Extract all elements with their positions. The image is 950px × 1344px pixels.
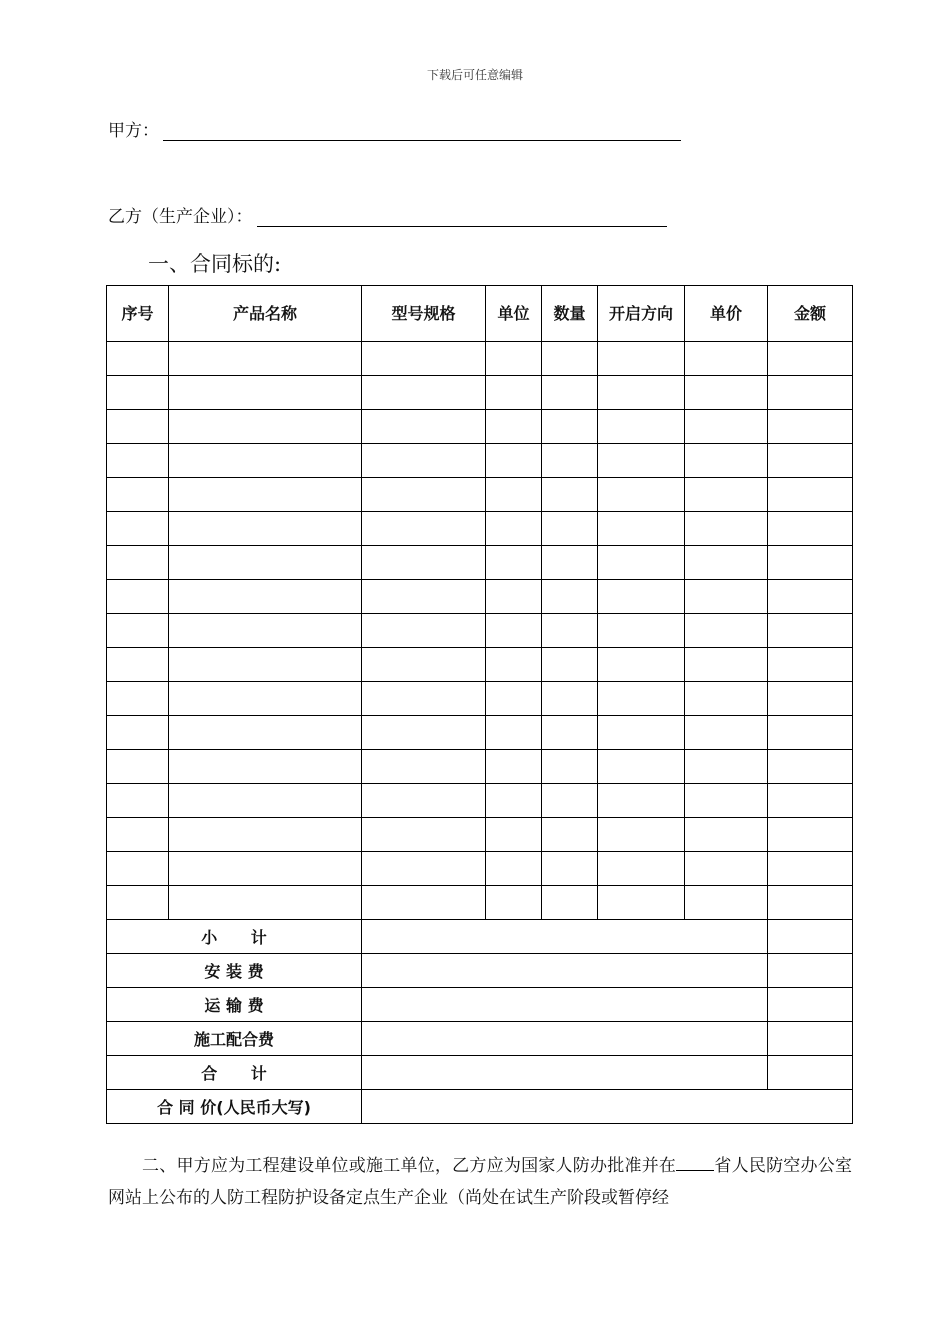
table-cell[interactable] [768, 750, 853, 784]
table-cell[interactable] [768, 682, 853, 716]
table-cell[interactable] [542, 410, 598, 444]
table-cell[interactable] [362, 648, 486, 682]
clause-two-text-start: 二、甲方应为工程建设单位或施工单位，乙方应为国家人防办批准并在 [142, 1156, 677, 1176]
table-cell[interactable] [169, 614, 362, 648]
summary-amount-cell[interactable] [768, 988, 853, 1022]
table-cell[interactable] [362, 512, 486, 546]
summary-row [107, 920, 853, 954]
table-cell[interactable] [542, 342, 598, 376]
col-header-opening-direction: 开启方向 [598, 286, 685, 342]
summary-label: 施工配合费 [107, 1022, 362, 1056]
table-cell[interactable] [768, 580, 853, 614]
table-cell[interactable] [169, 716, 362, 750]
table-cell[interactable] [107, 478, 169, 512]
table-cell[interactable] [107, 376, 169, 410]
table-cell[interactable] [542, 852, 598, 886]
table-cell[interactable] [768, 546, 853, 580]
summary-amount-cell[interactable] [768, 954, 853, 988]
table-cell[interactable] [768, 410, 853, 444]
table-cell[interactable] [107, 342, 169, 376]
summary-value-cell[interactable] [362, 920, 768, 954]
table-cell[interactable] [598, 852, 685, 886]
table-cell[interactable] [598, 614, 685, 648]
table-cell[interactable] [169, 852, 362, 886]
table-cell[interactable] [486, 546, 542, 580]
table-cell[interactable] [486, 716, 542, 750]
table-cell[interactable] [169, 886, 362, 920]
summary-label: 运 输 费 [107, 988, 362, 1022]
table-cell[interactable] [169, 444, 362, 478]
table-cell[interactable] [362, 410, 486, 444]
table-cell[interactable] [362, 546, 486, 580]
clause-two-paragraph [108, 1150, 852, 1214]
table-cell[interactable] [362, 682, 486, 716]
table-cell[interactable] [362, 886, 486, 920]
table-cell[interactable] [169, 682, 362, 716]
table-cell[interactable] [685, 886, 768, 920]
summary-value-cell[interactable] [362, 954, 768, 988]
table-cell[interactable] [169, 342, 362, 376]
table-cell[interactable] [169, 376, 362, 410]
table-cell[interactable] [169, 512, 362, 546]
table-cell[interactable] [685, 410, 768, 444]
table-cell[interactable] [685, 444, 768, 478]
table-cell[interactable] [598, 886, 685, 920]
header-note: 下载后可任意编辑 [426, 68, 523, 82]
table-cell[interactable] [768, 852, 853, 886]
table-cell[interactable] [598, 342, 685, 376]
table-cell[interactable] [542, 648, 598, 682]
table-row [107, 852, 853, 886]
table-cell[interactable] [362, 580, 486, 614]
summary-label: 小 计 [107, 920, 362, 954]
table-cell[interactable] [542, 512, 598, 546]
summary-row [107, 988, 853, 1022]
table-row [107, 648, 853, 682]
table-cell[interactable] [598, 478, 685, 512]
table-cell[interactable] [542, 478, 598, 512]
table-cell[interactable] [768, 376, 853, 410]
table-cell[interactable] [598, 546, 685, 580]
section-title: 一、合同标的: [148, 252, 282, 276]
table-cell[interactable] [486, 784, 542, 818]
col-header-amount: 金额 [768, 286, 853, 342]
table-cell[interactable] [768, 784, 853, 818]
table-cell[interactable] [107, 546, 169, 580]
table-cell[interactable] [107, 716, 169, 750]
table-cell[interactable] [486, 886, 542, 920]
table-cell[interactable] [169, 410, 362, 444]
table-cell[interactable] [768, 648, 853, 682]
clause-two-text-end: 省人民防空办公室网站上公布的人防工程防护设备定点生产企业（尚处在试生产阶段或暂停经 [108, 1156, 853, 1208]
col-header-unit: 单位 [486, 286, 542, 342]
table-cell[interactable] [685, 546, 768, 580]
table-cell[interactable] [486, 444, 542, 478]
summary-value-cell[interactable] [362, 1090, 853, 1124]
party-b-label: 乙方（生产企业）： [108, 207, 253, 227]
table-cell[interactable] [768, 512, 853, 546]
table-cell[interactable] [542, 716, 598, 750]
contract-table [106, 285, 853, 1124]
table-cell[interactable] [107, 750, 169, 784]
table-cell[interactable] [107, 614, 169, 648]
table-cell[interactable] [362, 818, 486, 852]
table-cell[interactable] [107, 682, 169, 716]
summary-row [107, 1022, 853, 1056]
table-cell[interactable] [685, 818, 768, 852]
summary-row [107, 954, 853, 988]
table-cell[interactable] [486, 376, 542, 410]
table-cell[interactable] [685, 716, 768, 750]
summary-amount-cell[interactable] [768, 1022, 853, 1056]
table-row [107, 512, 853, 546]
table-row [107, 342, 853, 376]
summary-value-cell[interactable] [362, 1022, 768, 1056]
table-row [107, 478, 853, 512]
table-row [107, 410, 853, 444]
table-cell[interactable] [685, 478, 768, 512]
table-cell[interactable] [486, 478, 542, 512]
table-cell[interactable] [362, 342, 486, 376]
table-cell[interactable] [598, 410, 685, 444]
table-cell[interactable] [169, 478, 362, 512]
table-cell[interactable] [542, 682, 598, 716]
table-cell[interactable] [768, 614, 853, 648]
table-cell[interactable] [107, 784, 169, 818]
table-cell[interactable] [685, 852, 768, 886]
table-cell[interactable] [486, 614, 542, 648]
summary-amount-cell[interactable] [768, 920, 853, 954]
summary-amount-cell[interactable] [768, 1056, 853, 1090]
table-cell[interactable] [362, 784, 486, 818]
table-cell[interactable] [542, 376, 598, 410]
table-cell[interactable] [768, 886, 853, 920]
table-cell[interactable] [486, 512, 542, 546]
party-b-line [108, 202, 667, 227]
col-header-product-name: 产品名称 [169, 286, 362, 342]
table-cell[interactable] [107, 580, 169, 614]
summary-label: 合 同 价(人民币大写) [107, 1090, 362, 1124]
table-cell[interactable] [542, 750, 598, 784]
table-cell[interactable] [362, 852, 486, 886]
table-cell[interactable] [598, 682, 685, 716]
table-cell[interactable] [598, 784, 685, 818]
table-cell[interactable] [486, 342, 542, 376]
col-header-unit-price: 单价 [685, 286, 768, 342]
summary-row [107, 1056, 853, 1090]
party-a-blank[interactable] [163, 122, 681, 141]
table-cell[interactable] [542, 546, 598, 580]
table-cell[interactable] [107, 818, 169, 852]
summary-label: 安 装 费 [107, 954, 362, 988]
summary-value-cell[interactable] [362, 988, 768, 1022]
summary-label: 合 计 [107, 1056, 362, 1090]
table-cell[interactable] [362, 750, 486, 784]
table-cell[interactable] [542, 886, 598, 920]
table-cell[interactable] [542, 818, 598, 852]
table-cell[interactable] [107, 410, 169, 444]
table-cell[interactable] [598, 716, 685, 750]
table-cell[interactable] [768, 716, 853, 750]
table-cell[interactable] [685, 648, 768, 682]
table-cell[interactable] [542, 444, 598, 478]
table-cell[interactable] [598, 648, 685, 682]
table-row [107, 716, 853, 750]
table-cell[interactable] [598, 376, 685, 410]
table-cell[interactable] [685, 376, 768, 410]
table-cell[interactable] [685, 784, 768, 818]
table-cell[interactable] [362, 614, 486, 648]
table-cell[interactable] [598, 818, 685, 852]
table-cell[interactable] [685, 580, 768, 614]
table-cell[interactable] [598, 580, 685, 614]
table-cell[interactable] [768, 444, 853, 478]
col-header-index: 序号 [107, 286, 169, 342]
table-cell[interactable] [486, 580, 542, 614]
col-header-quantity: 数量 [542, 286, 598, 342]
province-blank[interactable] [676, 1154, 714, 1171]
table-cell[interactable] [486, 852, 542, 886]
table-row [107, 784, 853, 818]
table-row [107, 614, 853, 648]
table-cell[interactable] [169, 648, 362, 682]
table-cell[interactable] [169, 750, 362, 784]
table-cell[interactable] [685, 750, 768, 784]
table-cell[interactable] [486, 648, 542, 682]
table-cell[interactable] [598, 512, 685, 546]
summary-row [107, 1090, 853, 1124]
table-row [107, 580, 853, 614]
table-cell[interactable] [362, 376, 486, 410]
table-cell[interactable] [486, 410, 542, 444]
table-cell[interactable] [107, 886, 169, 920]
table-cell[interactable] [685, 614, 768, 648]
table-row [107, 818, 853, 852]
table-cell[interactable] [169, 546, 362, 580]
table-header-row [107, 286, 853, 342]
table-cell[interactable] [169, 784, 362, 818]
table-cell[interactable] [107, 648, 169, 682]
table-row [107, 886, 853, 920]
table-cell[interactable] [542, 784, 598, 818]
table-cell[interactable] [685, 512, 768, 546]
table-cell[interactable] [598, 444, 685, 478]
table-cell[interactable] [598, 750, 685, 784]
table-cell[interactable] [362, 478, 486, 512]
table-cell[interactable] [362, 716, 486, 750]
table-cell[interactable] [542, 580, 598, 614]
table-cell[interactable] [169, 580, 362, 614]
table-row [107, 444, 853, 478]
table-cell[interactable] [107, 852, 169, 886]
table-row [107, 376, 853, 410]
party-a-label: 甲方： [108, 121, 159, 141]
table-cell[interactable] [685, 342, 768, 376]
table-cell[interactable] [107, 444, 169, 478]
table-cell[interactable] [486, 750, 542, 784]
table-cell[interactable] [768, 818, 853, 852]
table-cell[interactable] [542, 614, 598, 648]
table-cell[interactable] [486, 682, 542, 716]
table-cell[interactable] [768, 478, 853, 512]
table-row [107, 546, 853, 580]
summary-value-cell[interactable] [362, 1056, 768, 1090]
table-cell[interactable] [768, 342, 853, 376]
table-cell[interactable] [486, 818, 542, 852]
table-cell[interactable] [107, 512, 169, 546]
col-header-model-spec: 型号规格 [362, 286, 486, 342]
table-cell[interactable] [169, 818, 362, 852]
party-b-blank[interactable] [257, 208, 667, 227]
table-cell[interactable] [362, 444, 486, 478]
party-a-line [108, 116, 681, 141]
table-cell[interactable] [685, 682, 768, 716]
table-row [107, 682, 853, 716]
table-row [107, 750, 853, 784]
